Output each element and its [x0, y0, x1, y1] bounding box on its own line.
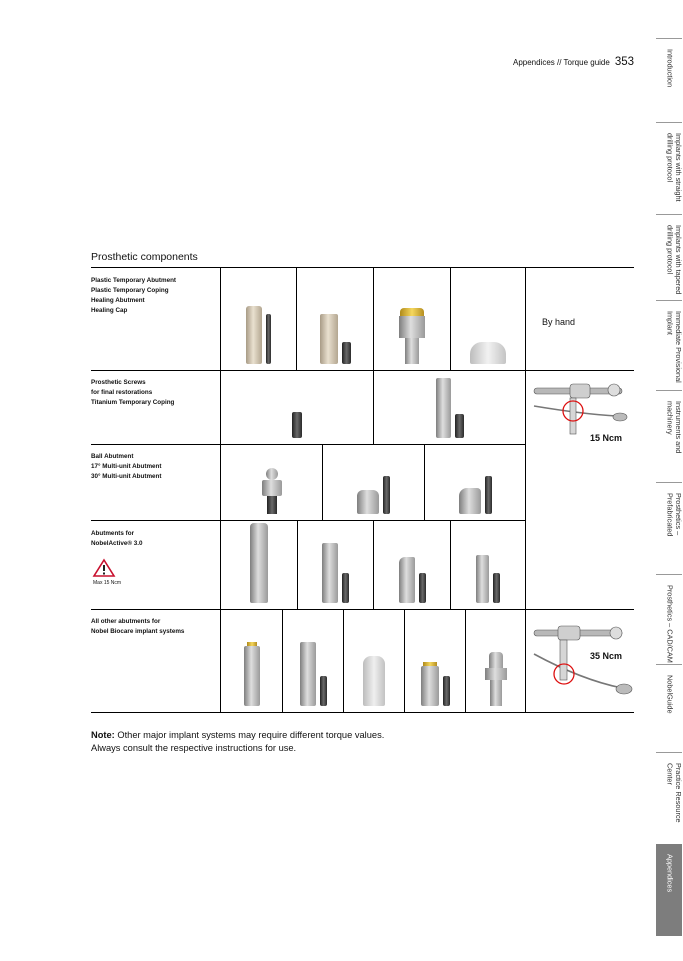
note-line-1: Other major implant systems may require different torque values. [114, 730, 385, 740]
row-label-line: Ball Abutment [91, 453, 134, 460]
tab-prefabricated[interactable] [656, 482, 682, 575]
row-label-line: Healing Cap [91, 307, 128, 314]
note-text [91, 729, 384, 755]
prosthetic-screw-image [221, 371, 373, 444]
row-label-line: Healing Abutment [91, 297, 145, 304]
nobelactive-abutment-4-image [451, 521, 525, 609]
tab-label: Instruments and machinery [665, 401, 683, 454]
table-rule [91, 712, 634, 713]
row-label-line: Prosthetic Screws [91, 379, 146, 386]
row-label-line: Titanium Temporary Coping [91, 399, 175, 406]
tab-label: NobelGuide [665, 675, 675, 714]
row-label-line: NobelActive® 3.0 [91, 540, 143, 547]
max-torque-warning: Max 15 Ncm [93, 580, 122, 586]
tab-straight-drilling[interactable] [656, 122, 682, 215]
multi-unit-17-image [323, 445, 424, 520]
plastic-temporary-abutment-image [221, 268, 296, 370]
tab-appendices[interactable] [656, 844, 682, 936]
row-label-nobelactive [91, 529, 143, 549]
note-line-2: Always consult the respective instructions for use. [91, 743, 297, 753]
torque-15-ncm: 15 Ncm [590, 433, 623, 443]
nobelactive-abutment-2-image [298, 521, 373, 609]
healing-cap-image [451, 268, 525, 370]
other-abutment-2-image [283, 610, 343, 712]
plastic-temporary-coping-image [297, 268, 373, 370]
table-rule [525, 267, 526, 712]
tab-instruments[interactable] [656, 390, 682, 483]
torque-by-hand: By hand [542, 317, 576, 327]
row-label-temporary [91, 276, 176, 316]
tab-cad-cam[interactable] [656, 574, 682, 665]
row-label-other-abutments [91, 617, 184, 637]
table-rule [525, 370, 634, 371]
tab-label: Prosthetics – CAD/CAM [665, 585, 675, 663]
torque-wrench-15-image [532, 380, 634, 436]
row-label-screws [91, 378, 174, 408]
other-abutment-1-image [221, 610, 282, 712]
side-tabs [656, 38, 682, 936]
ball-abutment-image [221, 445, 322, 520]
other-abutment-4-image [405, 610, 465, 712]
torque-wrench-35-image [532, 624, 634, 700]
tab-tapered-drilling[interactable] [656, 214, 682, 301]
tab-label: Implants with straight drilling protocol [665, 133, 683, 202]
tab-practice-resource[interactable] [656, 752, 682, 845]
row-label-line: Plastic Temporary Coping [91, 287, 169, 294]
row-label-line: 17° Multi-unit Abutment [91, 463, 162, 470]
tab-label: Prosthetics – Prefabricated [665, 493, 683, 537]
tab-label: Implants with tapered drilling protocol [665, 225, 683, 295]
nobelactive-abutment-1-image [221, 521, 297, 609]
other-abutment-5-image [466, 610, 525, 712]
tab-label: Immediate Provisional Implant [665, 311, 683, 383]
row-label-line: 30° Multi-unit Abutment [91, 473, 162, 480]
warning-icon [93, 559, 115, 577]
healing-abutment-image [374, 268, 450, 370]
tab-label: Practice Resource Center [665, 763, 683, 823]
row-label-line: for final restorations [91, 389, 153, 396]
row-label-line: All other abutments for [91, 618, 161, 625]
tab-label: Appendices [665, 854, 675, 893]
page-number: 353 [614, 56, 634, 68]
tab-nobelguide[interactable] [656, 664, 682, 753]
section-title: Prosthetic components [91, 251, 198, 263]
row-label-ball-multiunit [91, 452, 162, 482]
other-abutment-3-image [344, 610, 404, 712]
row-label-line: Abutments for [91, 530, 135, 537]
page-header [513, 56, 634, 68]
tab-label: Introduction [665, 49, 675, 88]
row-label-line: Nobel Biocare implant systems [91, 628, 185, 635]
tab-immediate-provisional[interactable] [656, 300, 682, 391]
row-label-line: Plastic Temporary Abutment [91, 277, 177, 284]
multi-unit-30-image [425, 445, 525, 520]
tab-introduction[interactable] [656, 38, 682, 123]
header-section: Appendices // Torque guide [513, 58, 610, 67]
nobelactive-abutment-3-image [374, 521, 450, 609]
torque-35-ncm: 35 Ncm [590, 651, 623, 661]
titanium-temporary-coping-image [374, 371, 525, 444]
note-label: Note: [91, 730, 115, 740]
torque-table [91, 267, 634, 713]
